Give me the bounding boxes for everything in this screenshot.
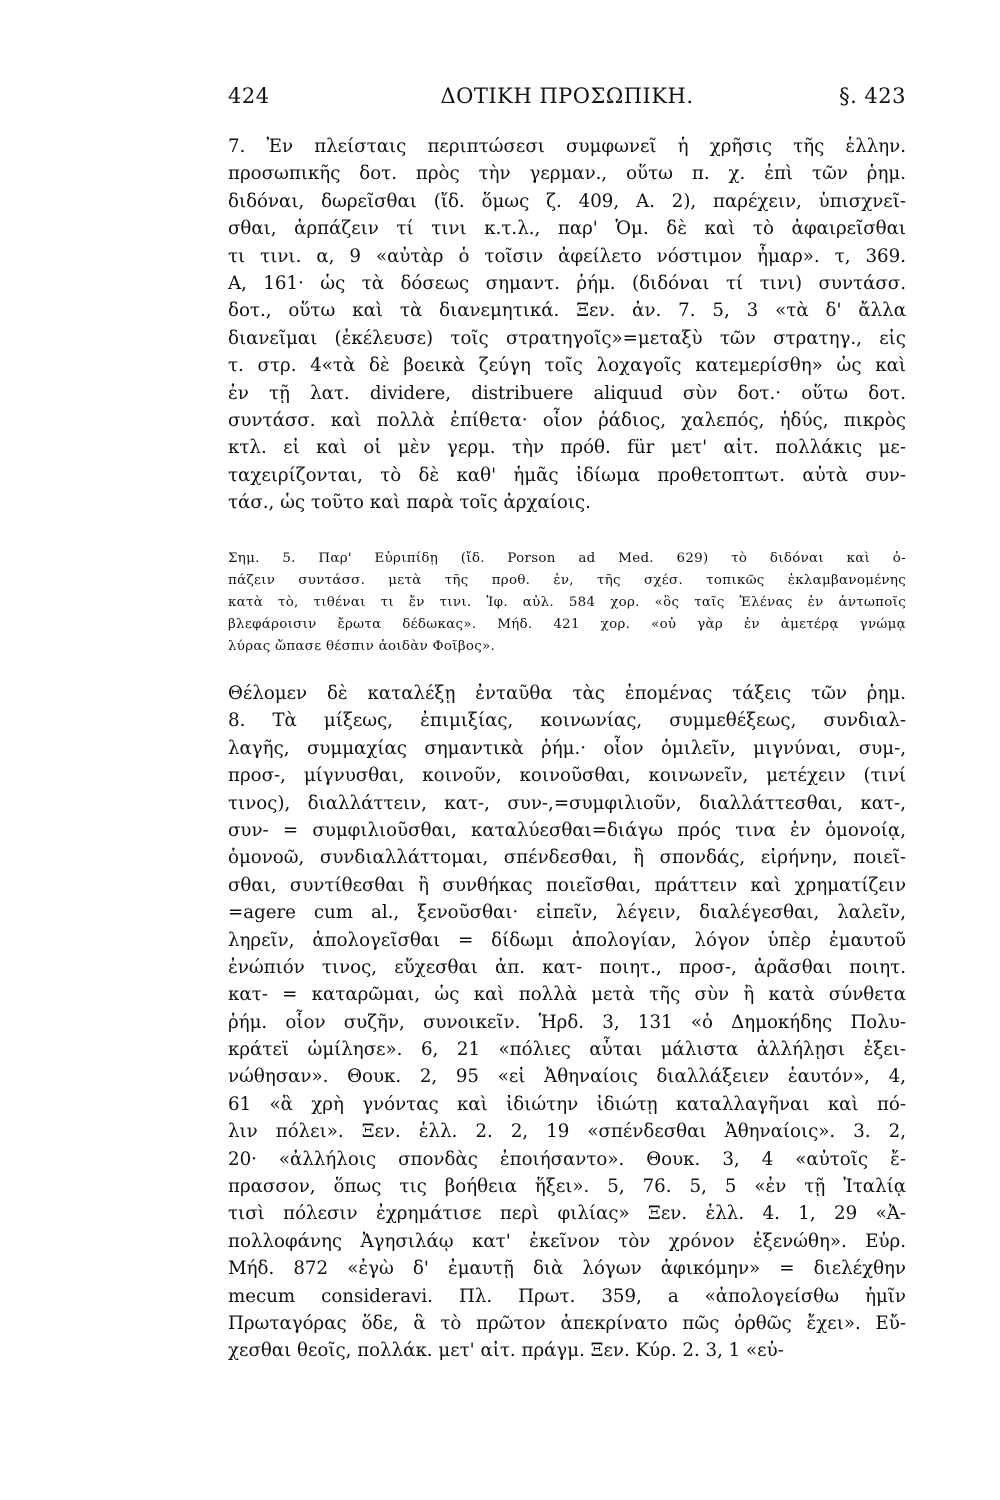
text-line: τ. στρ. 4«τὰ δὲ βοεικὰ ζεύγη τοῖς λοχαγοῖς κατεμερίσθη» ὡς καὶ	[228, 355, 906, 377]
text-line: Θέλομεν δὲ καταλέξῃ ἐνταῦθα τὰς ἑπομένας τάξεις τῶν ῥημ.	[228, 683, 906, 704]
text-line: πολλοφάνης Ἀγησιλάῳ κατ' ἐκεῖνον τὸν χρόνον ἐξενώθη». Εὐρ.	[228, 1230, 906, 1252]
text-line: Μήδ. 872 «ἐγὼ δ' ἐμαυτῇ διὰ λόγων ἀφικόμην» = διελέχθην	[228, 1258, 906, 1280]
text-line: τινος), διαλλάττειν, κατ-, συν-,=συμφιλιοῦν, διαλλάττεσθαι, κατ-,	[228, 792, 906, 814]
note-line: Σημ. 5. Παρ' Εὐριπίδῃ (ἴδ. Porson ad Med. 629) τὸ διδόναι καὶ ὀ-	[228, 551, 906, 566]
text-line: 8. Τὰ μίξεως, ἐπιμιξίας, κοινωνίας, συμμεθέξεως, συνδιαλ-	[228, 710, 906, 732]
text-line: πρασσον, ὅπως τις βοήθεια ἥξει». 5, 76. 5, 5 «ἐν τῇ Ἰταλίᾳ	[228, 1176, 906, 1198]
running-title: ΔΟΤΙΚΗ ΠΡΟΣΩΠΙΚΗ.	[440, 84, 694, 108]
text-line: 20· «ἀλλήλοις σπονδὰς ἐποιήσαντο». Θουκ. 3, 4 «αὐτοῖς ἔ-	[228, 1148, 906, 1170]
text-line: σθαι, ἁρπάζειν τί τινι κ.τ.λ., παρ' Ὁμ. δὲ καὶ τὸ ἀφαιρεῖσθαι	[228, 218, 906, 240]
footnote-block	[228, 548, 906, 658]
running-header	[228, 84, 906, 120]
text-line: 61 «ἃ χρὴ γνόντας καὶ ἰδιώτην ἰδιώτῃ καταλλαγῆναι καὶ πό-	[228, 1093, 906, 1115]
text-line: προσωπικῆς δοτ. πρὸς τὴν γερμαν., οὕτω π. χ. ἐπὶ τῶν ῥημ.	[228, 163, 906, 185]
note-line: βλεφάροισιν ἔρωτα δέδωκας». Μήδ. 421 χορ. «οὐ γὰρ ἐν ἁμετέρᾳ γνώμᾳ	[228, 617, 906, 632]
main-text-block-a	[228, 133, 906, 516]
text-line: διδόναι, δωρεῖσθαι (ἴδ. ὅμως ζ. 409, Α. 2), παρέχειν, ὑπισχνεῖ-	[228, 190, 906, 212]
text-line: κράτεϊ ὡμίλησε». 6, 21 «πόλιες αὗται μάλιστα ἀλλήλῃσι ἐξει-	[228, 1039, 906, 1061]
text-line: Α, 161· ὡς τὰ δόσεως σημαντ. ῥήμ. (διδόναι τί τινι) συντάσσ.	[228, 272, 906, 294]
text-line: =agere cum al., ξενοῦσθαι· εἰπεῖν, λέγειν, διαλέγεσθαι, λαλεῖν,	[228, 902, 906, 924]
text-line: τισὶ πόλεσιν ἐχρημάτισε περὶ φιλίας» Ξεν. ἑλλ. 4. 1, 29 «Ἀ-	[228, 1203, 906, 1225]
text-line: λιν πόλει». Ξεν. ἑλλ. 2. 2, 19 «σπένδεσθαι Ἀθηναίοις». 3. 2,	[228, 1121, 906, 1143]
note-line: κατὰ τὸ, τιθέναι τι ἔν τινι. Ἰφ. αὐλ. 584 χορ. «ὃς ταῖς Ἑλένας ἐν ἀντωποῖς	[228, 595, 906, 610]
text-line: ἐν τῇ λατ. dividere, distribuere aliquud σὺν δοτ.· οὕτω δοτ.	[228, 382, 906, 404]
text-line: ἐνώπιόν τινος, εὔχεσθαι ἀπ. κατ- ποιητ., προσ-, ἀρᾶσθαι ποιητ.	[228, 956, 906, 978]
text-line: mecum consideravi. Πλ. Πρωτ. 359, a «ἀπολογείσθω ἡμῖν	[228, 1285, 906, 1307]
text-line: συν- = συμφιλιοῦσθαι, καταλύεσθαι=διάγω πρός τινα ἐν ὁμονοίᾳ,	[228, 819, 906, 841]
text-line: προσ-, μίγνυσθαι, κοινοῦν, κοινοῦσθαι, κοινωνεῖν, μετέχειν (τινί	[228, 765, 906, 787]
text-line: κτλ. εἰ καὶ οἱ μὲν γερμ. τὴν πρόθ. für μετ' αἰτ. πολλάκις με-	[228, 437, 906, 459]
main-text-block-b	[228, 680, 906, 1365]
text-line: Πρωταγόρας ὅδε, ἃ τὸ πρῶτον ἀπεκρίνατο πῶς ὀρθῶς ἔχει». Εὔ-	[228, 1312, 906, 1334]
note-line: πάζειν συντάσσ. μετὰ τῆς προθ. ἐν, τῆς σχέσ. τοπικῶς ἐκλαμβανομένης	[228, 573, 906, 588]
text-line: σθαι, συντίθεσθαι ἢ συνθήκας ποιεῖσθαι, πράττειν καὶ χρηματίζειν	[228, 874, 906, 896]
text-line: χεσθαι θεοῖς, πολλάκ. μετ' αἰτ. πράγμ. Ξεν. Κύρ. 2. 3, 1 «εὐ-	[228, 1340, 784, 1362]
text-line: ῥήμ. οἷον συζῆν, συνοικεῖν. Ἡρδ. 3, 131 «ὁ Δημοκήδης Πολυ-	[228, 1011, 906, 1033]
text-line: 7. Ἐν πλείσταις περιπτώσεσι συμφωνεῖ ἡ χρῆσις τῆς ἑλλην.	[228, 136, 906, 157]
text-line: ταχειρίζονται, τὸ δὲ καθ' ἡμᾶς ἰδίωμα προθετοπτωτ. αὐτὰ συν-	[228, 464, 906, 486]
text-line: δοτ., οὕτω καὶ τὰ διανεμητικά. Ξεν. ἀν. 7. 5, 3 «τὰ δ' ἄλλα	[228, 300, 906, 322]
text-line: νώθησαν». Θουκ. 2, 95 «εἰ Ἀθηναίοις διαλλάξειεν ἑαυτόν», 4,	[228, 1066, 906, 1088]
text-line: διανεῖμαι (ἐκέλευσε) τοῖς στρατηγοῖς»=μεταξὺ τῶν στρατηγ., εἰς	[228, 327, 906, 349]
text-line: λαγῆς, συμμαχίας σημαντικὰ ῥήμ.· οἷον ὁμιλεῖν, μιγνύναι, συμ-,	[228, 737, 906, 759]
text-line: ὁμονοῶ, συνδιαλλάττομαι, σπένδεσθαι, ἢ σπονδάς, εἰρήνην, ποιεῖ-	[228, 847, 906, 869]
text-line: κατ- = καταρῶμαι, ὡς καὶ πολλὰ μετὰ τῆς σὺν ἢ κατὰ σύνθετα	[228, 984, 906, 1006]
text-line: ληρεῖν, ἀπολογεῖσθαι = δίδωμι ἀπολογίαν, λόγον ὑπὲρ ἐμαυτοῦ	[228, 929, 906, 951]
text-line: συντάσσ. καὶ πολλὰ ἐπίθετα· οἷον ῥάδιος, χαλεπός, ἡδύς, πικρὸς	[228, 409, 906, 431]
text-line: τι τινι. α, 9 «αὐτὰρ ὁ τοῖσιν ἀφείλετο νόστιμον ἦμαρ». τ, 369.	[228, 245, 906, 267]
text-line: τάσ., ὡς τοῦτο καὶ παρὰ τοῖς ἀρχαίοις.	[228, 492, 591, 514]
note-line: λύρας ὤπασε θέσπιν ἀοιδὰν Φοῖβος».	[228, 639, 496, 654]
section-number: §. 423	[839, 84, 906, 108]
page-number: 424	[228, 84, 270, 108]
